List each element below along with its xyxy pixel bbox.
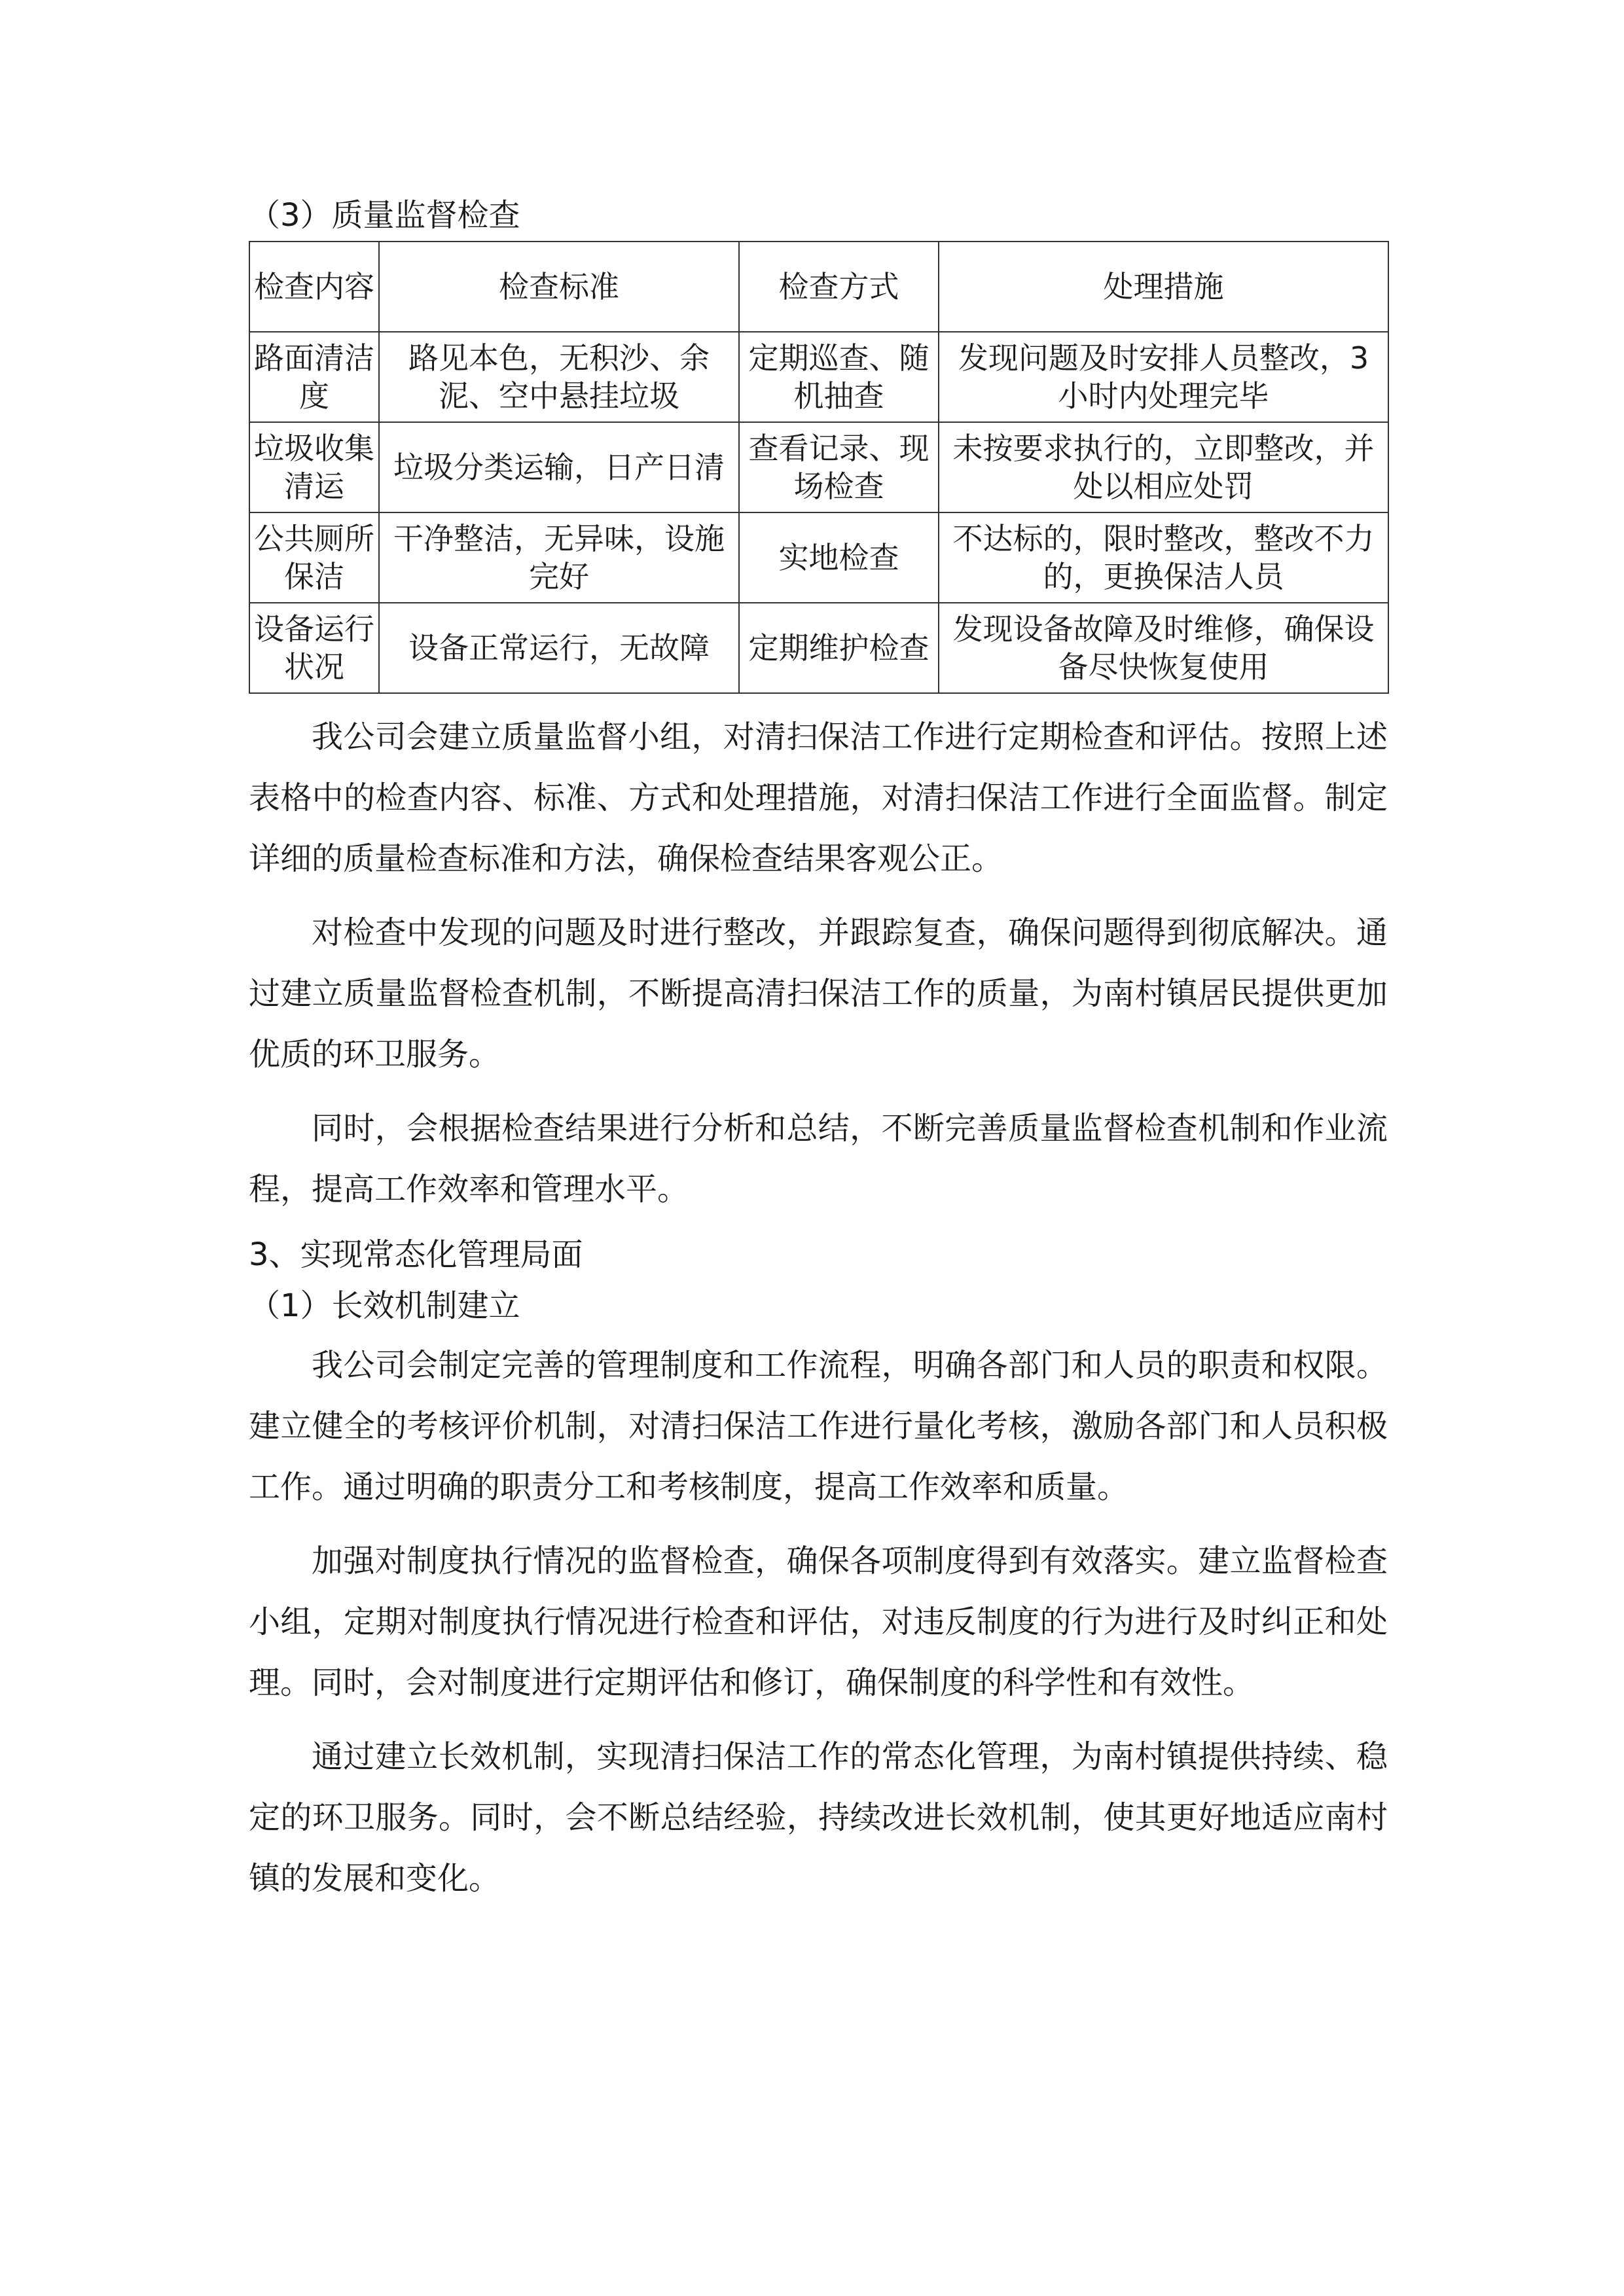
table-cell: 路见本色，无积沙、余泥、空中悬挂垃圾 [379,332,739,422]
table-cell: 垃圾收集清运 [249,422,379,512]
table-row [249,422,1388,512]
section-heading: 3、实现常态化管理局面 [249,1236,583,1273]
table-cell: 未按要求执行的，立即整改，并处以相应处罚 [939,422,1388,512]
table-cell: 垃圾分类运输，日产日清 [379,422,739,512]
table-cell: 干净整洁，无异味，设施完好 [379,512,739,603]
body-paragraph: 我公司会建立质量监督小组，对清扫保洁工作进行定期检查和评估。按照上述表格中的检查内容、标准、方式和处理措施，对清扫保洁工作进行全面监督。制定详细的质量检查标准和方法，确保检查结果客观公正。 [249,719,1388,877]
table-header-row [249,242,1388,332]
table-cell: 定期巡查、随机抽查 [739,332,939,422]
table-cell: 定期维护检查 [739,603,939,693]
header-cell: 检查内容 [249,242,379,332]
table-cell: 发现问题及时安排人员整改，3 小时内处理完毕 [939,332,1388,422]
body-paragraph: 我公司会制定完善的管理制度和工作流程，明确各部门和人员的职责和权限。建立健全的考核评价机制，对清扫保洁工作进行量化考核，激励各部门和人员积极工作。通过明确的职责分工和考核制度，提高工作效率和质量。 [249,1347,1388,1505]
quality-heading: （3）质量监督检查 [249,197,520,234]
header-cell: 检查标准 [379,242,739,332]
table-cell: 不达标的，限时整改，整改不力的，更换保洁人员 [939,512,1388,603]
body-paragraph: 对检查中发现的问题及时进行整改，并跟踪复查，确保问题得到彻底解决。通过建立质量监督检查机制，不断提高清扫保洁工作的质量，为南村镇居民提供更加优质的环卫服务。 [249,914,1388,1073]
header-cell: 检查方式 [739,242,939,332]
table-cell: 发现设备故障及时维修，确保设备尽快恢复使用 [939,603,1388,693]
table-row [249,603,1388,693]
subsection-heading: （1）长效机制建立 [249,1287,520,1324]
table-cell: 公共厕所保洁 [249,512,379,603]
body-paragraph: 同时，会根据检查结果进行分析和总结，不断完善质量监督检查机制和作业流程，提高工作效率和管理水平。 [249,1110,1388,1208]
quality-inspection-table [249,241,1389,694]
table-row [249,332,1388,422]
table-cell: 设备正常运行，无故障 [379,603,739,693]
header-cell: 处理措施 [939,242,1388,332]
table-row [249,512,1388,603]
body-paragraph: 加强对制度执行情况的监督检查，确保各项制度得到有效落实。建立监督检查小组，定期对制度执行情况进行检查和评估，对违反制度的行为进行及时纠正和处理。同时，会对制度进行定期评估和修订，确保制度的科学性和有效性。 [249,1543,1388,1701]
table-cell: 查看记录、现场检查 [739,422,939,512]
document-page [249,190,1388,1909]
table-cell: 实地检查 [739,512,939,603]
table-cell: 路面清洁度 [249,332,379,422]
body-paragraph: 通过建立长效机制，实现清扫保洁工作的常态化管理，为南村镇提供持续、稳定的环卫服务。同时，会不断总结经验，持续改进长效机制，使其更好地适应南村镇的发展和变化。 [249,1738,1388,1897]
table-cell: 设备运行状况 [249,603,379,693]
